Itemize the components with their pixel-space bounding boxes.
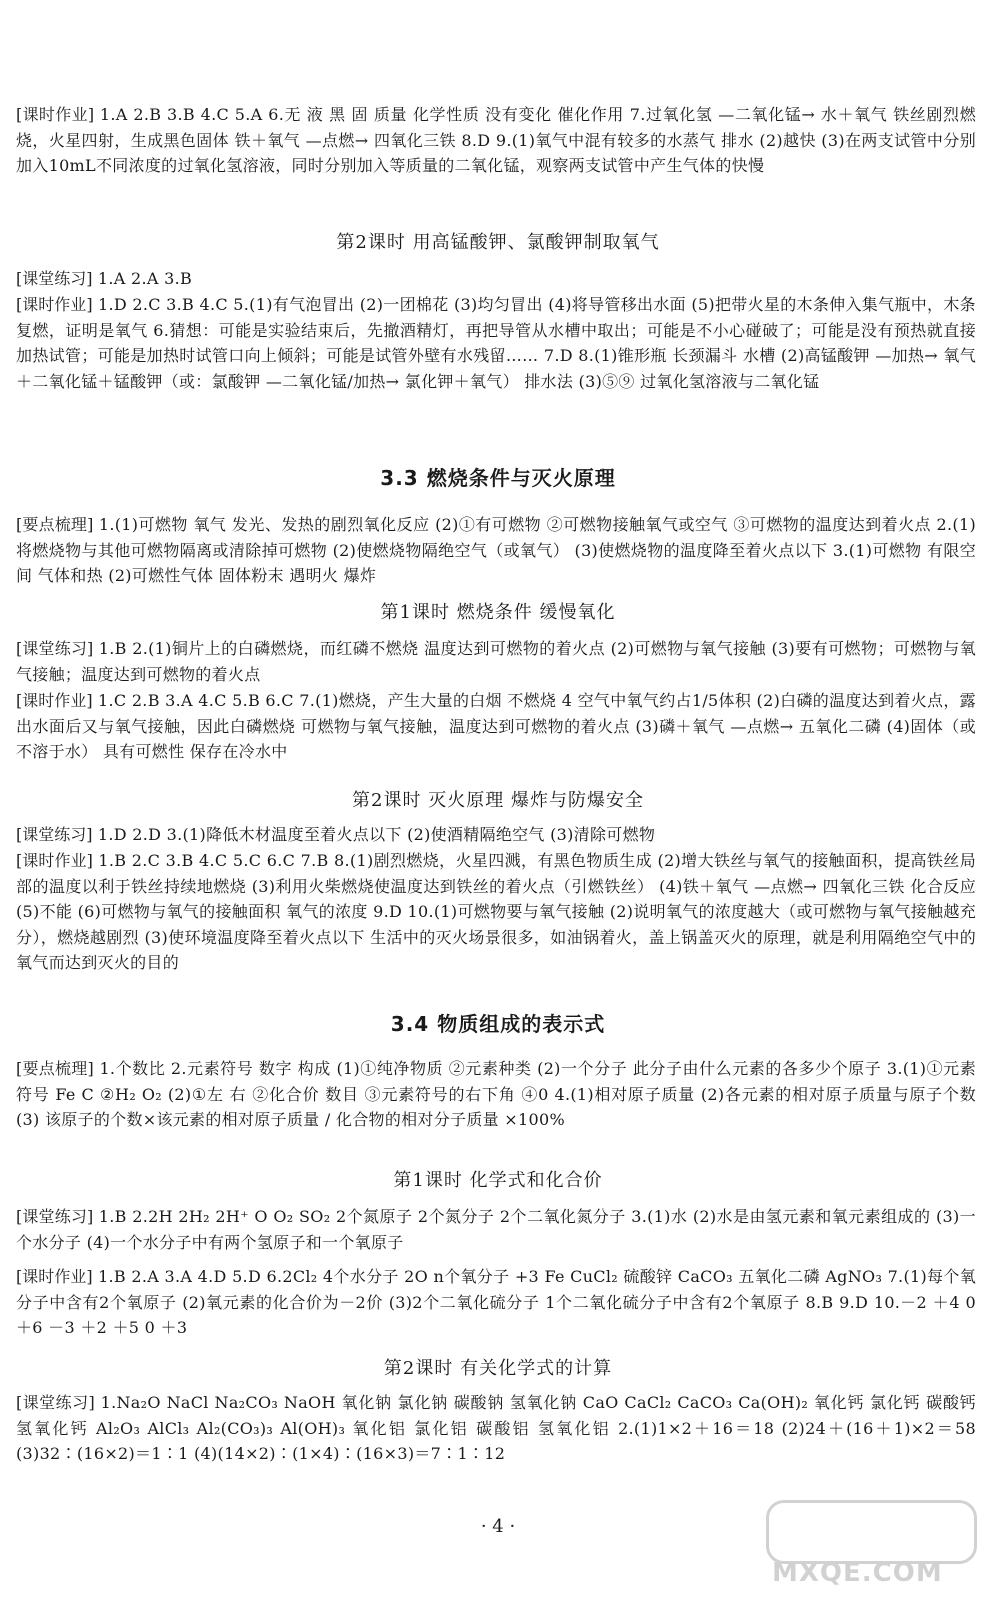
label-tag: [要点梳理] [16, 1059, 94, 1078]
label-tag: [课时作业] [16, 851, 93, 870]
lesson-heading: 第2课时 有关化学式的计算 [383, 1358, 613, 1379]
answer-text: 1.个数比 2.元素符号 数字 构成 (1)①纯净物质 ②元素种类 (2)一个分子 此分子由什么元素的各多少个原子 3.(1)①元素符号 Fe C ②H₂ O₂ (2)①左 右 ②化合价 数目 ③元素符号的右下角 ④0 4.(1)相对原子质量 (2)各元素的相对原子质量与原子个数 (3) 该原子的个数×该元素的相对原子质量 / 化合物的相对分子质量 ×100% [16, 1059, 977, 1129]
label-tag: [课时作业] [16, 691, 93, 710]
label-tag: [课堂练习] [16, 825, 93, 844]
key-points-block [16, 1056, 976, 1133]
answer-text: 1.D 2.D 3.(1)降低木材温度至着火点以下 (2)使酒精隔绝空气 (3)清除可燃物 [97, 825, 656, 844]
answer-text: 1.(1)可燃物 氧气 发光、发热的剧烈氧化反应 (2)①有可燃物 ②可燃物接触氧气或空气 ③可燃物的温度达到着火点 2.(1)将燃烧物与其他可燃物隔离或清除掉可燃物 (2)使燃烧物隔绝空气（或氧气） (3)使燃烧物的温度降至着火点以下 3.(1)可燃物 有限空间 气体和热 (2)可燃性气体 固体粉末 遇明火 爆炸 [16, 515, 976, 585]
answer-text: 1.C 2.B 3.A 4.C 5.B 6.C 7.(1)燃烧，产生大量的白烟 不燃烧 4 空气中氧气约占1/5体积 (2)白磷的温度达到着火点，露出水面后又与氧气接触，因此白磷燃烧 可燃物与氧气接触，温度达到可燃物的着火点 (3)磷＋氧气 —点燃→ 五氧化二磷 (4)固体（或不溶于水） 具有可燃性 保存在冷水中 [16, 691, 976, 761]
lesson-heading: 第2课时 灭火原理 爆炸与防爆安全 [352, 790, 644, 811]
class-practice-block [16, 1204, 976, 1255]
hw-block-5 [16, 1264, 976, 1341]
label-tag: [课堂练习] [16, 1393, 95, 1412]
key-points-block [16, 512, 976, 589]
hw-block-3 [16, 688, 976, 765]
lesson-heading: 第1课时 化学式和化合价 [393, 1170, 603, 1191]
label-tag: [课堂练习] [16, 639, 94, 658]
hw-block-4 [16, 848, 976, 976]
answer-text: 1.A 2.A 3.B [97, 269, 193, 288]
class-practice-block [16, 822, 976, 848]
class-practice-block [16, 1390, 976, 1467]
label-tag: [课时作业] [16, 105, 95, 124]
answer-text: 1.B 2.(1)铜片上的白磷燃烧，而红磷不燃烧 温度达到可燃物的着火点 (2)可燃物与氧气接触 (3)要有可燃物；可燃物与氧气接触；温度达到可燃物的着火点 [16, 639, 976, 684]
section-heading: 3.3 燃烧条件与灭火原理 [380, 466, 616, 490]
label-tag: [课时作业] [16, 1267, 93, 1286]
class-practice-block [16, 266, 976, 292]
lesson-heading: 第2课时 用高锰酸钾、氯酸钾制取氧气 [336, 232, 660, 253]
answer-text: 1.A 2.B 3.B 4.C 5.A 6.无 液 黑 固 质量 化学性质 没有变化 催化作用 7.过氧化氢 —二氧化锰→ 水＋氧气 铁丝剧烈燃烧，火星四射，生成黑色固体 铁＋氧气 —点燃→ 四氧化三铁 8.D 9.(1)氧气中混有较多的水蒸气 排水 (2)越快 (3)在两支试管中分别加入10mL不同浓度的过氧化氢溶液，同时分别加入等质量的二氧化锰，观察两支试管中产生气体的快慢 [16, 105, 976, 175]
answer-text: 1.Na₂O NaCl Na₂CO₃ NaOH 氧化钠 氯化钠 碳酸钠 氢氧化钠 CaO CaCl₂ CaCO₃ Ca(OH)₂ 氧化钙 氯化钙 碳酸钙 氢氧化钙 Al₂O₃ AlCl₃ Al₂(CO₃)₃ Al(OH)₃ 氧化铝 氯化铝 碳酸铝 氢氧化铝 2.(1)1×2＋16＝18 (2)24＋(16＋1)×2＝58 (3)32∶(16×2)＝1∶1 (4)(14×2)∶(1×4)∶(16×3)＝7∶1∶12 [16, 1393, 976, 1463]
answer-text: 1.B 2.C 3.B 4.C 5.C 6.C 7.B 8.(1)剧烈燃烧，火星四溅，有黑色物质生成 (2)增大铁丝与氧气的接触面积，提高铁丝局部的温度以利于铁丝持续地燃烧 (3)利用火柴燃烧使温度达到铁丝的着火点（引燃铁丝） (4)铁＋氧气 —点燃→ 四氧化三铁 化合反应 (5)不能 (6)可燃物与氧气的接触面积 氧气的浓度 9.D 10.(1)可燃物要与氧气接触 (2)说明氧气的浓度越大（或可燃物与氧气接触越充分），燃烧越剧烈 (3)使环境温度降至着火点以下 生活中的灭火场景很多，如油锅着火，盖上锅盖灭火的原理，就是利用隔绝空气中的氧气而达到灭火的目的 [16, 851, 976, 972]
answer-text: 1.D 2.C 3.B 4.C 5.(1)有气泡冒出 (2)一团棉花 (3)均匀冒出 (4)将导管移出水面 (5)把带火星的木条伸入集气瓶中，木条复燃，证明是氧气 6.猜想：可能是实验结束后，先撤酒精灯，再把导管从水槽中取出；可能是不小心碰破了；可能是没有预热就直接加热试管；可能是加热时试管口向上倾斜；可能是试管外壁有水残留…… 7.D 8.(1)锥形瓶 长颈漏斗 水槽 (2)高锰酸钾 —加热→ 氧气＋二氧化锰＋锰酸钾（或：氯酸钾 —二氧化锰/加热→ 氯化钾＋氧气） 排水法 (3)⑤⑨ 过氧化氢溶液与二氧化锰 [16, 295, 976, 391]
class-practice-block [16, 636, 976, 687]
label-tag: [要点梳理] [16, 515, 94, 534]
watermark-logo [766, 1500, 976, 1590]
hw-block-1 [16, 102, 976, 179]
hw-block-2 [16, 292, 976, 394]
label-tag: [课堂练习] [16, 269, 93, 288]
section-heading: 3.4 物质组成的表示式 [390, 1012, 606, 1036]
answer-text: 1.B 2.2H 2H₂ 2H⁺ O O₂ SO₂ 2个氮原子 2个氮分子 2个二氧化氮分子 3.(1)水 (2)水是由氢元素和氧元素组成的 (3)一个水分子 (4)一个水分子中有两个氢原子和一个氧原子 [16, 1207, 976, 1252]
label-tag: [课时作业] [16, 295, 93, 314]
answer-text: 1.B 2.A 3.A 4.D 5.D 6.2Cl₂ 4个水分子 2O n个氧分子 +3 Fe CuCl₂ 硫酸锌 CaCO₃ 五氧化二磷 AgNO₃ 7.(1)每个氧分子中含有2个氧原子 (2)氧元素的化合价为－2价 (3)2个二氧化硫分子 1个二氧化硫分子中含有2个氧原子 8.B 9.D 10.－2 ＋4 0 ＋6 －3 ＋2 ＋5 0 ＋3 [16, 1267, 976, 1337]
lesson-heading: 第1课时 燃烧条件 缓慢氧化 [380, 602, 616, 623]
watermark-text: MXQE.COM [772, 1558, 943, 1588]
watermark-frame [766, 1500, 977, 1564]
page-number: · 4 · [480, 1516, 516, 1537]
label-tag: [课堂练习] [16, 1207, 94, 1226]
